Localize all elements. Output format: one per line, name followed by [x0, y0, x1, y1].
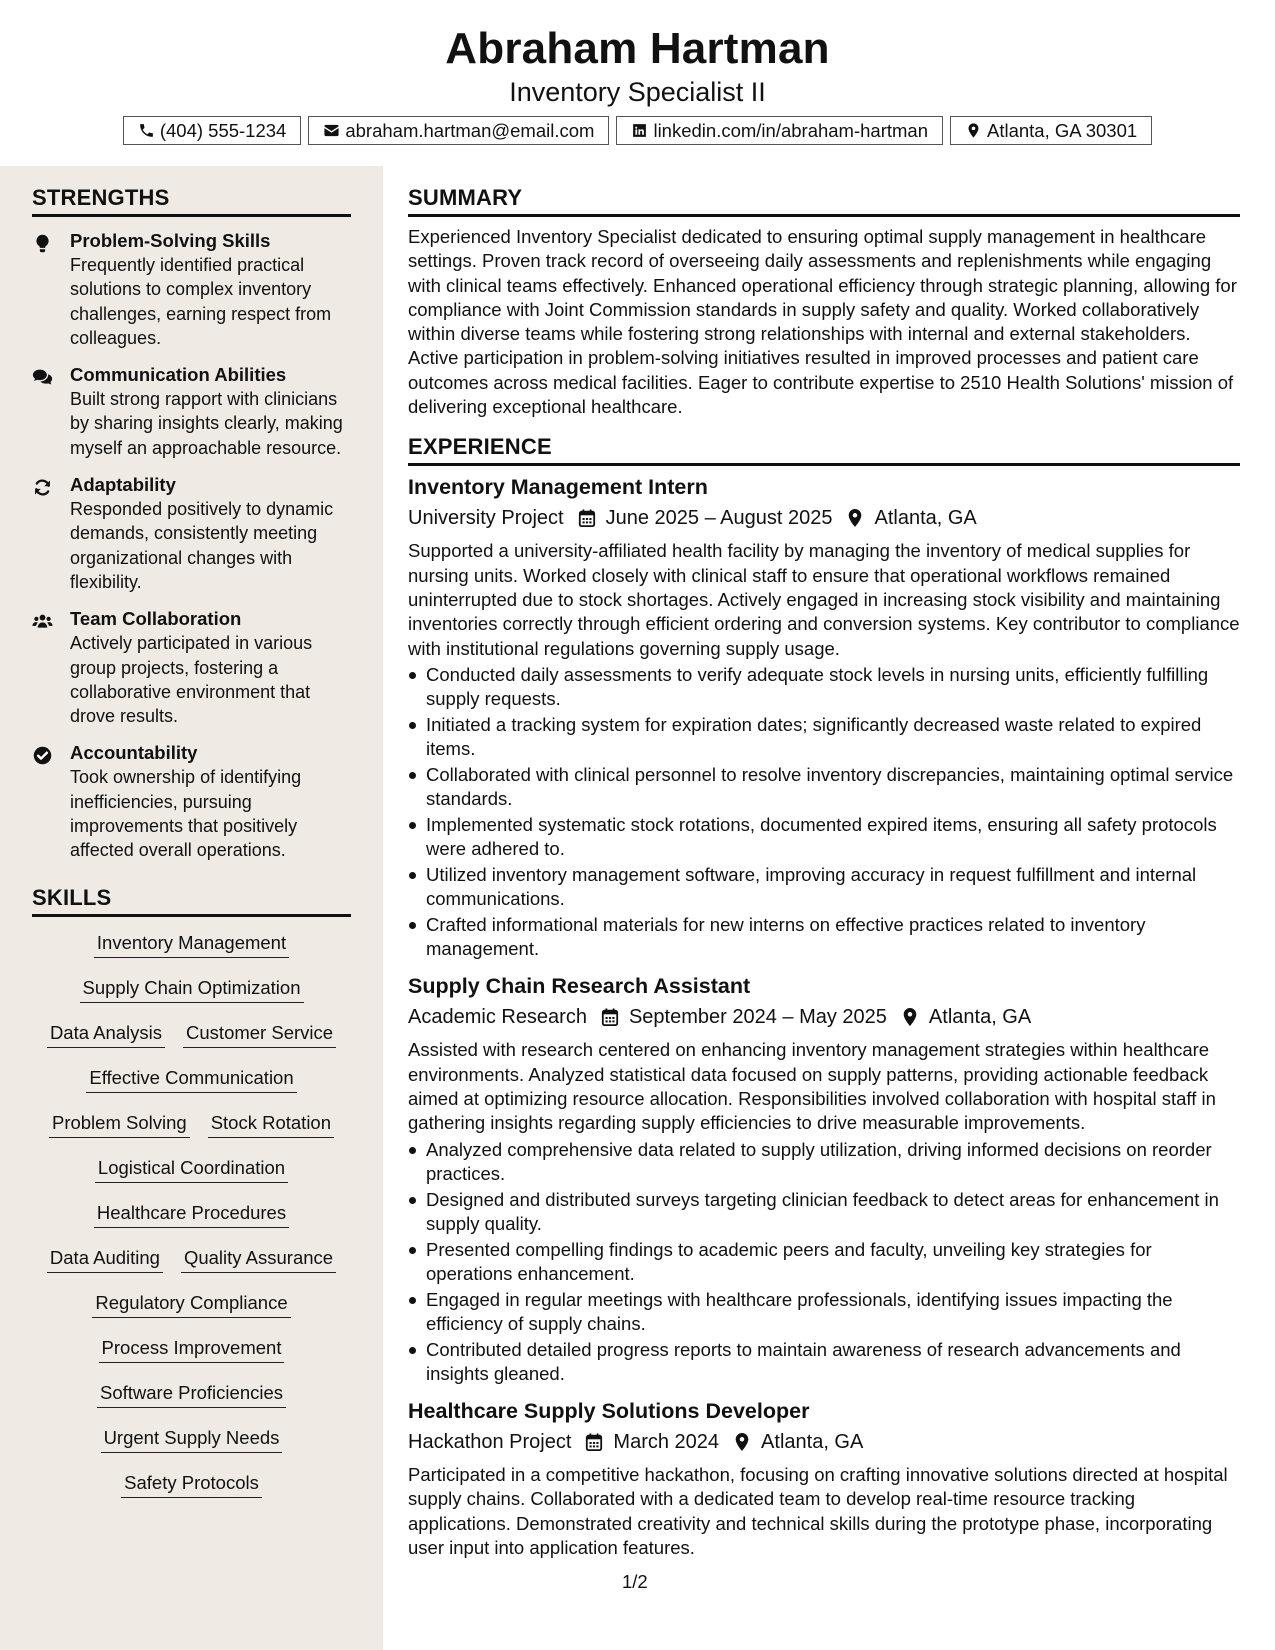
job-title: Supply Chain Research Assistant: [408, 974, 751, 999]
job-entry: [408, 1396, 1240, 1560]
skill-row: [32, 1336, 351, 1381]
skill-tag: Stock Rotation: [208, 1111, 334, 1138]
bullet-item: Contributed detailed progress reports to maintain awareness of research advancements and insights gleaned.: [408, 1338, 1240, 1387]
bullet-item: Conducted daily assessments to verify adequate stock levels in nursing units, efficiently fulfilling supply requests.: [408, 663, 1240, 712]
job-org: University Project: [408, 507, 564, 530]
strength-item: [32, 607, 351, 728]
skill-row: [32, 1471, 351, 1516]
strength-item: [32, 229, 351, 350]
job-title: Inventory Management Intern: [408, 475, 708, 500]
skill-tag: Problem Solving: [49, 1111, 190, 1138]
job-location: Atlanta, GA: [928, 1006, 1032, 1029]
contact-email[interactable]: [308, 116, 609, 145]
job-description: Assisted with research centered on enhancing inventory management strategies within healthcare environments. Analyzed statistical data focused on supply patterns, providing actionable feedback aimed at optimizing resource allocation. Responsibilities involved collaboration with hospital staff in gathering insights regarding supply efficiencies to drive measurable improvements.: [408, 1039, 1216, 1134]
chat-bubbles-icon: [32, 363, 70, 460]
job-location: Atlanta, GA: [761, 1431, 864, 1454]
skills-list: [32, 931, 351, 1516]
experience-list: [408, 472, 1240, 1560]
location-pin-icon: [846, 508, 864, 528]
contact-linkedin-text: linkedin.com/in/abraham-hartman: [653, 119, 928, 141]
skills-heading: SKILLS: [32, 884, 351, 917]
skill-row: [32, 1381, 351, 1426]
skill-row: [32, 1111, 351, 1156]
experience-heading: EXPERIENCE: [408, 433, 1240, 466]
candidate-title: Inventory Specialist II: [509, 77, 766, 107]
strength-desc: Built strong rapport with clinicians by sharing insights clearly, making myself an approachable resource.: [70, 389, 343, 458]
strength-item: [32, 363, 351, 460]
contact-linkedin[interactable]: [616, 116, 943, 145]
skill-tag: Logistical Coordination: [95, 1156, 288, 1183]
refresh-icon: [32, 473, 70, 594]
bullet-item: Utilized inventory management software, improving accuracy in request fulfillment and internal communications.: [408, 863, 1240, 912]
contact-email-text: abraham.hartman@email.com: [345, 119, 595, 141]
contact-phone[interactable]: [123, 116, 302, 145]
check-circle-icon: [32, 741, 70, 862]
location-pin-icon: [965, 122, 982, 139]
resume-header: [0, 0, 1275, 145]
summary-heading: SUMMARY: [408, 184, 1240, 217]
skill-tag: Quality Assurance: [181, 1246, 336, 1273]
skill-row: [32, 1201, 351, 1246]
location-pin-icon: [901, 1007, 919, 1027]
strength-desc: Actively participated in various group projects, fostering a collaborative environment that drove results.: [70, 633, 313, 727]
skill-tag: Supply Chain Optimization: [80, 976, 304, 1003]
strength-title: Team Collaboration: [70, 608, 242, 630]
skill-row: [32, 1021, 351, 1066]
strength-title: Adaptability: [70, 474, 176, 496]
job-org: Academic Research: [408, 1006, 587, 1029]
lightbulb-icon: [32, 229, 70, 350]
skill-tag: Safety Protocols: [121, 1471, 262, 1498]
bullet-item: Presented compelling findings to academic peers and faculty, unveiling key strategies for operations enhancement.: [408, 1238, 1240, 1287]
envelope-icon: [323, 122, 340, 139]
strength-desc: Took ownership of identifying inefficiencies, pursuing improvements that positively affected overall operations.: [70, 767, 302, 861]
location-pin-icon: [733, 1432, 751, 1452]
skill-row: [32, 1156, 351, 1201]
contact-location-text: Atlanta, GA 30301: [987, 119, 1138, 141]
calendar-icon: [578, 508, 596, 528]
job-dates: March 2024: [613, 1431, 720, 1454]
job-org: Hackathon Project: [408, 1431, 572, 1454]
strengths-list: [32, 229, 351, 863]
job-meta: [408, 1002, 1240, 1032]
skill-tag: Effective Communication: [86, 1066, 296, 1093]
job-meta: [408, 1427, 1240, 1457]
skill-tag: Healthcare Procedures: [94, 1201, 289, 1228]
job-bullets: [408, 1138, 1240, 1387]
job-description: Participated in a competitive hackathon, focusing on crafting innovative solutions directed at hospital supply chains. Collaborated with a dedicated team to develop real-time resource tracking applications. Demonstrated creativity and technical skills during the prototype phase, incorporating user input into application features.: [408, 1464, 1228, 1558]
job-dates: September 2024 – May 2025: [628, 1006, 887, 1029]
skill-tag: Data Auditing: [47, 1246, 163, 1273]
skill-row: [32, 1291, 351, 1336]
job-dates: June 2025 – August 2025: [605, 507, 833, 530]
skill-tag: Regulatory Compliance: [92, 1291, 290, 1318]
candidate-name: Abraham Hartman: [445, 24, 830, 73]
contact-phone-text: (404) 555-1234: [159, 119, 287, 141]
strength-desc: Frequently identified practical solutions to complex inventory challenges, earning respect from colleagues.: [70, 255, 332, 348]
sidebar: [0, 166, 383, 1650]
users-icon: [32, 607, 70, 728]
job-meta: [408, 503, 1240, 533]
contact-location: [950, 116, 1152, 145]
job-entry: [408, 971, 1240, 1386]
bullet-item: Initiated a tracking system for expiration dates; significantly decreased waste related to expired items.: [408, 713, 1240, 762]
bullet-item: Designed and distributed surveys targeting clinician feedback to detect areas for enhancement in supply quality.: [408, 1188, 1240, 1237]
skill-row: [32, 1246, 351, 1291]
job-entry: [408, 472, 1240, 961]
strength-desc: Responded positively to dynamic demands, consistently meeting organizational changes with flexibility.: [70, 499, 334, 592]
strength-title: Accountability: [70, 742, 198, 764]
skill-tag: Data Analysis: [47, 1021, 165, 1048]
bullet-item: Crafted informational materials for new interns on effective practices related to inventory management.: [408, 913, 1240, 962]
calendar-icon: [601, 1007, 619, 1027]
strength-item: [32, 473, 351, 594]
main-content: [408, 166, 1240, 1560]
job-location: Atlanta, GA: [874, 507, 977, 530]
skill-row: [32, 931, 351, 976]
skill-tag: Customer Service: [183, 1021, 336, 1048]
strength-title: Communication Abilities: [70, 364, 287, 386]
summary-text: Experienced Inventory Specialist dedicated to ensuring optimal supply management in healthcare settings. Proven track record of overseeing daily assessments and replenishments while engaging with clinical teams effectively. Enhanced operational efficiency through strategic planning, allowing for compliance with Joint Commission standards in supply safety and quality. Worked collaboratively within diverse teams while fostering strong relationships with internal and external stakeholders. Active participation in problem-solving initiatives resulted in improved processes and patient care outcomes across medical facilities. Eager to contribute expertise to 2510 Health Solutions' mission of delivering exceptional healthcare.: [408, 226, 1237, 418]
job-title: Healthcare Supply Solutions Developer: [408, 1399, 810, 1424]
skill-row: [32, 1426, 351, 1471]
job-bullets: [408, 663, 1240, 962]
skill-tag: Process Improvement: [99, 1336, 285, 1363]
skill-tag: Software Proficiencies: [97, 1381, 286, 1408]
page-number: 1/2: [622, 1571, 648, 1592]
skill-row: [32, 1066, 351, 1111]
skill-row: [32, 976, 351, 1021]
strength-item: [32, 741, 351, 862]
bullet-item: Implemented systematic stock rotations, documented expired items, ensuring all safety protocols were adhered to.: [408, 813, 1240, 862]
strengths-heading: STRENGTHS: [32, 184, 351, 217]
strength-title: Problem-Solving Skills: [70, 230, 271, 251]
job-description: Supported a university-affiliated health facility by managing the inventory of medical supplies for nursing units. Worked closely with clinical staff to ensure that operational workflows remained uninterrupted due to stock shortages. Actively engaged in increasing stock visibility and maintaining inventories correctly through efficient ordering and conversion systems. Key contributor to compliance with institutional regulations governing supply usage.: [408, 540, 1240, 659]
skill-tag: Urgent Supply Needs: [101, 1426, 283, 1453]
bullet-item: Engaged in regular meetings with healthcare professionals, identifying issues impacting the efficiency of supply chains.: [408, 1288, 1240, 1337]
skill-tag: Inventory Management: [94, 931, 289, 958]
phone-icon: [138, 122, 155, 139]
bullet-item: Analyzed comprehensive data related to supply utilization, driving informed decisions on reorder practices.: [408, 1138, 1240, 1187]
bullet-item: Collaborated with clinical personnel to resolve inventory discrepancies, maintaining optimal service standards.: [408, 763, 1240, 812]
calendar-icon: [585, 1432, 603, 1452]
contact-bar: [0, 116, 1275, 145]
linkedin-icon: [631, 122, 648, 139]
